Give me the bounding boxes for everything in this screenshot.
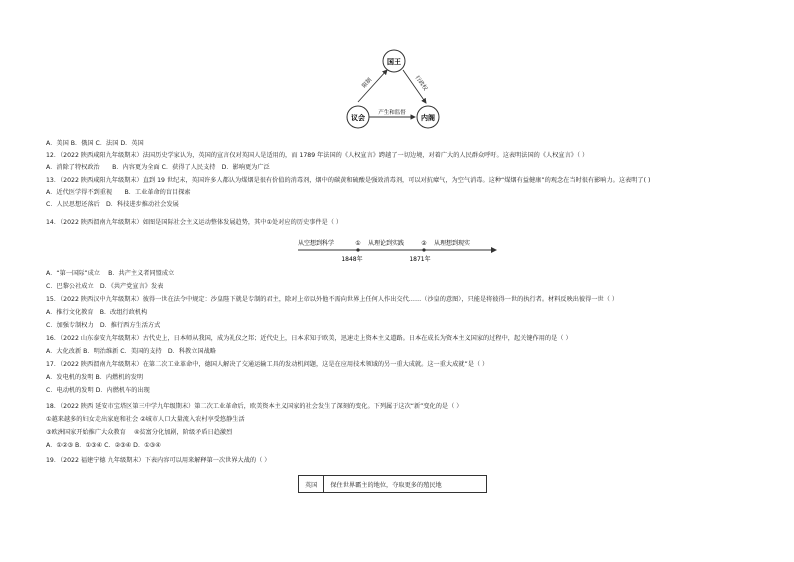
q18-options: A．①②③ B．①③④ C．②③④ D．①③④: [46, 442, 161, 449]
q12-options: A．消除了特权政治 B．内容更为全面 C．获得了人民支持 D．影响更为广泛: [46, 164, 270, 171]
q13-options-2: C．人民思想还落后 D．科技进步推动社会发展: [46, 201, 179, 208]
edge-right-label: 行政权: [413, 74, 429, 92]
table-row: [299, 476, 487, 493]
q12-stem: 12．（2022 陕西咸阳九年级期末）法国历史学家认为，英国的宣言仅对英国人是适用的，而 1789 年法国的《人权宣言》跨越了一切边境，对着广大的人民群众呼吁。这表明法国的《人权宣言》（ ）: [46, 152, 589, 159]
timeline-marker-2: ②: [421, 240, 427, 247]
timeline-label-2: 从理想到现实: [434, 240, 471, 247]
edge-bottom-label: 产生和监督: [378, 110, 406, 116]
q18-stem: 18．（2022 陕西 延安市宝塔区第三中学九年级期末）第二次工业革命后，欧美资本主义国家的社会发生了深刻的变化。下列属于这次“新”变化的是（ ）: [46, 403, 463, 410]
timeline-marker-1: ①: [355, 240, 361, 247]
q17-options-1: A．发电机的发明 B．内燃机的发明: [46, 374, 144, 381]
q18-item-2: ③欧洲国家开始推广大众教育 ④贫富分化加剧，阶级矛盾日趋激烈: [46, 429, 233, 436]
q15-options-2: C．加强专制权力 D．推行西方生活方式: [46, 322, 161, 329]
node-left-label: 议会: [351, 114, 365, 122]
timeline-year-1: 1848年: [341, 256, 363, 263]
q11-options: A．美国 B．俄国 C．法国 D．英国: [46, 140, 144, 147]
table-cell-content: 保住世界霸主的地位，夺取更多的殖民地: [324, 476, 487, 493]
timeline-point-1: [356, 248, 359, 251]
triangle-diagram: [330, 46, 460, 136]
q13-stem: 13．（2022 陕西咸阳九年级期末）直到 19 世纪末，英国许多人都认为煤烟是很有价值的消毒剂，烟中的碳黄和硫酸是强效消毒剂，可以对抗瘴气，为空气消毒。这种“煤烟有益健康”的观念在当时很有影响力。这表明了( ): [46, 177, 651, 184]
q14-stem: 14．（2022 陕西渭南九年级期末）如图是国际社会主义运动整体发展趋势，其中①处对应的历史事件是（ ）: [46, 219, 343, 226]
q15-stem: 15．（2022 陕西汉中九年级期末）彼得一世在法令中规定：沙皇陛下就是专制的君主，除对上帝以外他不需向世界上任何人作出交代……（沙皇的意图），只能是将彼得一世的执行者。材料反映出彼得一世（ ）: [46, 296, 619, 303]
q19-table: [298, 475, 487, 493]
q19-stem: 19．（2022 福建宁德 九年级期末）下表内容可以用来解释第一次世界大战的（ ）: [46, 457, 271, 464]
q18-item-1: ①越来越多的妇女走出家庭和社会 ②城市人口大量流入农村享受悠静生活: [46, 416, 245, 423]
q17-stem: 17．（2022 陕西渭南九年级期末）在第二次工业革命中，德国人解决了交通运输工具的发动机问题，这是在应用技术领域的另一重大成就。这一重大成就”是（ ）: [46, 361, 489, 368]
table-cell-country: 英国: [299, 476, 324, 493]
timeline: [296, 234, 506, 266]
timeline-start: 从空想到科学: [298, 240, 335, 247]
q16-options: A．大化改新 B．明治维新 C．美国的支持 D．科教立国战略: [46, 348, 216, 355]
q14-options-1: A．“第一国际”成立 B．共产主义者同盟成立: [46, 270, 175, 277]
timeline-point-2: [422, 248, 425, 251]
q14-options-2: C．巴黎公社成立 D．《共产党宣言》发表: [46, 283, 164, 290]
timeline-year-2: 1871年: [409, 256, 431, 263]
node-right-label: 内阁: [421, 114, 435, 122]
node-top-label: 国王: [387, 58, 401, 66]
q13-options-1: A．近代医学得不到重视 B．工业革命的盲目探索: [46, 189, 191, 196]
timeline-label-1: 从理论到实践: [368, 240, 405, 247]
q17-options-2: C．电动机的发明 D．内燃机车的出现: [46, 387, 150, 394]
q15-options-1: A．推行文化教育 B．改组行政机构: [46, 309, 148, 316]
q16-stem: 16．（2022 山东泰安九年级期末）古代史上，日本师从我国，成为礼仪之邦；近代史上，日本求知于欧美，迅速走上资本主义道路。日本在成长为资本主义国家的过程中，起关键作用的是（ ）: [46, 335, 572, 342]
edge-left-label: 限制: [361, 77, 374, 90]
